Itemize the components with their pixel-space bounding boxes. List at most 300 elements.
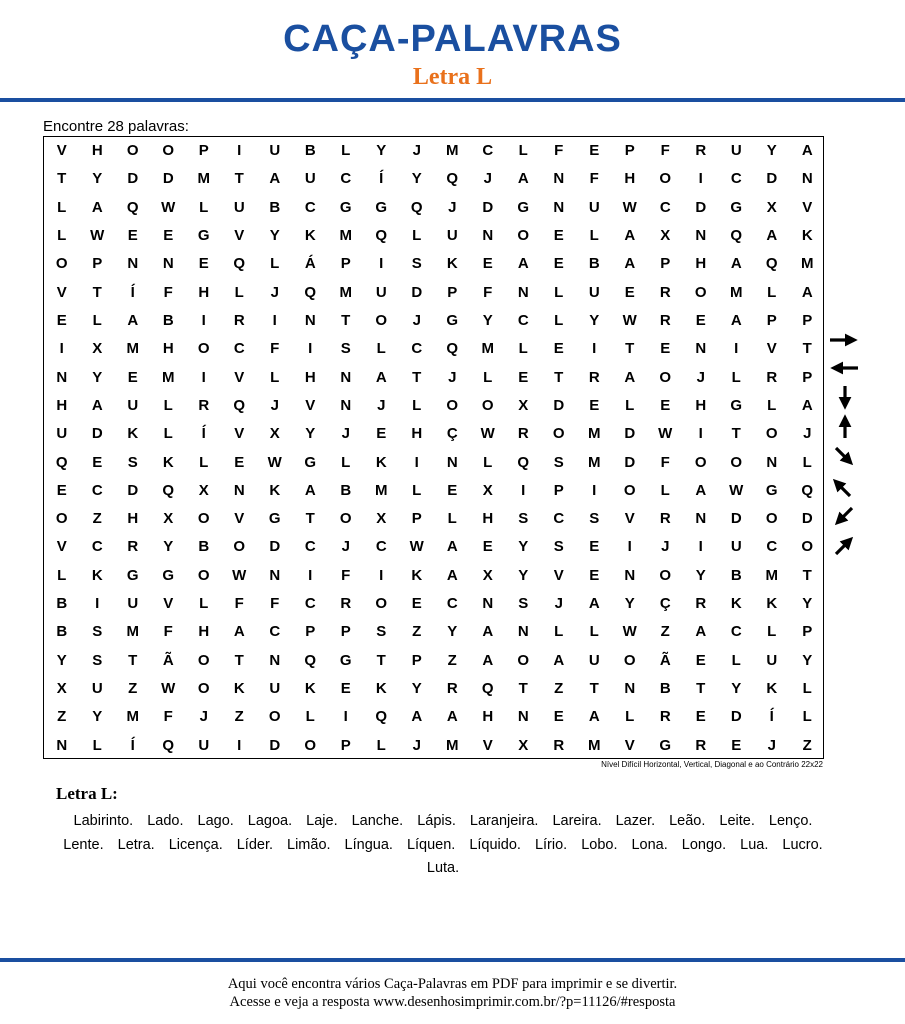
grid-cell[interactable]: O <box>765 425 778 443</box>
grid-cell[interactable]: U <box>730 538 742 556</box>
grid-cell[interactable]: O <box>197 651 210 669</box>
grid-cell[interactable]: G <box>517 198 530 216</box>
grid-cell[interactable]: E <box>482 538 493 556</box>
grid-cell[interactable]: M <box>126 708 139 726</box>
grid-cell[interactable]: L <box>376 340 386 358</box>
grid-cell[interactable]: A <box>695 481 707 499</box>
grid-cell[interactable]: O <box>375 311 388 329</box>
grid-cell[interactable]: E <box>92 453 103 471</box>
grid-cell[interactable]: C <box>517 311 529 329</box>
grid-cell[interactable]: M <box>375 481 388 499</box>
grid-cell[interactable]: N <box>801 170 813 188</box>
grid-cell[interactable]: W <box>267 453 282 471</box>
grid-cell[interactable]: O <box>197 566 210 584</box>
grid-cell[interactable]: J <box>341 538 350 556</box>
grid-cell[interactable]: E <box>198 255 209 273</box>
grid-cell[interactable]: K <box>162 453 174 471</box>
grid-cell[interactable]: T <box>92 283 102 301</box>
grid-cell[interactable]: U <box>730 142 742 159</box>
grid-cell[interactable]: X <box>766 198 777 216</box>
grid-cell[interactable]: B <box>198 538 210 556</box>
grid-cell[interactable]: D <box>801 510 813 528</box>
grid-cell[interactable]: L <box>731 651 741 669</box>
grid-cell[interactable]: C <box>340 170 352 188</box>
grid-cell[interactable]: X <box>376 510 387 528</box>
grid-cell[interactable]: N <box>127 255 139 273</box>
grid-cell[interactable]: I <box>59 340 64 358</box>
grid-cell[interactable]: Z <box>57 708 67 726</box>
grid-cell[interactable]: I <box>201 311 206 329</box>
grid-cell[interactable]: M <box>446 142 459 159</box>
grid-cell[interactable]: E <box>553 340 564 358</box>
grid-cell[interactable]: I <box>237 736 242 754</box>
grid-cell[interactable]: O <box>623 481 636 499</box>
grid-cell[interactable]: N <box>624 566 636 584</box>
grid-cell[interactable]: A <box>801 396 813 414</box>
grid-cell[interactable]: G <box>730 396 743 414</box>
grid-cell[interactable]: H <box>695 255 707 273</box>
grid-cell[interactable]: G <box>446 311 459 329</box>
grid-cell[interactable]: I <box>698 425 703 443</box>
grid-cell[interactable]: I <box>592 481 597 499</box>
grid-cell[interactable]: A <box>269 170 281 188</box>
grid-cell[interactable]: D <box>766 170 778 188</box>
grid-cell[interactable]: D <box>127 170 139 188</box>
grid-cell[interactable]: Z <box>92 510 102 528</box>
grid-cell[interactable]: M <box>126 623 139 641</box>
grid-cell[interactable]: A <box>446 708 458 726</box>
grid-cell[interactable]: J <box>696 368 705 386</box>
grid-cell[interactable]: Q <box>55 453 68 471</box>
grid-cell[interactable]: L <box>270 255 280 273</box>
grid-cell[interactable]: R <box>659 708 671 726</box>
grid-cell[interactable]: W <box>161 198 176 216</box>
grid-cell[interactable]: J <box>377 396 386 414</box>
grid-cell[interactable]: C <box>553 510 565 528</box>
grid-cell[interactable]: F <box>163 623 173 641</box>
grid-cell[interactable]: Ç <box>446 425 458 443</box>
grid-cell[interactable]: O <box>268 708 281 726</box>
grid-cell[interactable]: W <box>622 623 637 641</box>
grid-cell[interactable]: C <box>411 340 423 358</box>
grid-cell[interactable]: L <box>802 680 812 698</box>
grid-cell[interactable]: Q <box>410 198 423 216</box>
grid-cell[interactable]: A <box>482 651 494 669</box>
grid-cell[interactable]: E <box>695 311 706 329</box>
grid-cell[interactable]: Y <box>482 311 493 329</box>
grid-cell[interactable]: O <box>233 538 246 556</box>
grid-cell[interactable]: M <box>339 283 352 301</box>
grid-cell[interactable]: M <box>801 255 814 273</box>
grid-cell[interactable]: Q <box>446 340 459 358</box>
grid-cell[interactable]: C <box>659 198 671 216</box>
grid-cell[interactable]: C <box>304 198 316 216</box>
grid-cell[interactable]: W <box>622 198 637 216</box>
grid-cell[interactable]: J <box>661 538 670 556</box>
grid-cell[interactable]: P <box>802 368 813 386</box>
grid-cell[interactable]: Q <box>765 255 778 273</box>
grid-cell[interactable]: N <box>340 368 352 386</box>
grid-cell[interactable]: H <box>624 170 636 188</box>
grid-cell[interactable]: Y <box>589 311 600 329</box>
grid-cell[interactable]: E <box>127 368 138 386</box>
grid-cell[interactable]: O <box>659 566 672 584</box>
grid-cell[interactable]: V <box>766 340 777 358</box>
grid-cell[interactable]: K <box>411 566 423 584</box>
grid-cell[interactable]: O <box>339 510 352 528</box>
grid-cell[interactable]: O <box>730 453 743 471</box>
grid-cell[interactable]: D <box>730 708 742 726</box>
grid-cell[interactable]: I <box>272 311 277 329</box>
grid-cell[interactable]: V <box>482 736 493 754</box>
grid-cell[interactable]: L <box>554 283 564 301</box>
grid-cell[interactable]: L <box>270 368 280 386</box>
grid-cell[interactable]: X <box>269 425 280 443</box>
grid-cell[interactable]: Q <box>446 170 459 188</box>
grid-cell[interactable]: M <box>162 368 175 386</box>
grid-cell[interactable]: P <box>92 255 103 273</box>
grid-cell[interactable]: E <box>482 255 493 273</box>
grid-cell[interactable]: H <box>304 368 316 386</box>
grid-cell[interactable]: S <box>376 623 387 641</box>
grid-cell[interactable]: V <box>234 368 245 386</box>
grid-cell[interactable]: S <box>92 623 103 641</box>
grid-cell[interactable]: F <box>270 595 280 613</box>
grid-cell[interactable]: V <box>234 226 245 244</box>
grid-cell[interactable]: A <box>624 226 636 244</box>
grid-cell[interactable]: H <box>162 340 174 358</box>
grid-cell[interactable]: X <box>198 481 209 499</box>
grid-cell[interactable]: J <box>448 198 457 216</box>
grid-cell[interactable]: L <box>518 340 528 358</box>
grid-cell[interactable]: H <box>198 283 210 301</box>
grid-cell[interactable]: Z <box>660 623 670 641</box>
grid-cell[interactable]: E <box>695 708 706 726</box>
grid-cell[interactable]: C <box>91 481 103 499</box>
grid-cell[interactable]: Z <box>802 736 812 754</box>
grid-cell[interactable]: H <box>56 396 68 414</box>
grid-cell[interactable]: S <box>411 255 422 273</box>
grid-cell[interactable]: K <box>91 566 103 584</box>
grid-cell[interactable]: K <box>766 680 778 698</box>
grid-cell[interactable]: Y <box>802 651 813 669</box>
grid-cell[interactable]: E <box>553 226 564 244</box>
grid-cell[interactable]: N <box>517 708 529 726</box>
grid-cell[interactable]: Y <box>92 170 103 188</box>
grid-cell[interactable]: O <box>197 510 210 528</box>
grid-cell[interactable]: A <box>624 255 636 273</box>
grid-cell[interactable]: T <box>625 340 635 358</box>
grid-cell[interactable]: R <box>127 538 139 556</box>
grid-cell[interactable]: E <box>56 311 67 329</box>
grid-cell[interactable]: T <box>305 510 315 528</box>
grid-cell[interactable]: O <box>801 538 814 556</box>
grid-cell[interactable]: I <box>95 595 100 613</box>
grid-cell[interactable]: A <box>730 255 742 273</box>
grid-cell[interactable]: J <box>341 425 350 443</box>
grid-cell[interactable]: C <box>730 623 742 641</box>
grid-cell[interactable]: P <box>411 510 422 528</box>
grid-cell[interactable]: L <box>483 453 493 471</box>
grid-cell[interactable]: L <box>802 708 812 726</box>
grid-cell[interactable]: Y <box>766 142 777 159</box>
grid-cell[interactable]: E <box>518 368 529 386</box>
grid-cell[interactable]: Ã <box>162 651 174 669</box>
grid-cell[interactable]: R <box>233 311 245 329</box>
grid-cell[interactable]: L <box>341 142 351 159</box>
grid-cell[interactable]: A <box>624 368 636 386</box>
grid-cell[interactable]: K <box>375 453 387 471</box>
grid-cell[interactable]: E <box>589 396 600 414</box>
grid-cell[interactable]: U <box>588 651 600 669</box>
grid-cell[interactable]: L <box>199 595 209 613</box>
grid-cell[interactable]: K <box>766 595 778 613</box>
grid-cell[interactable]: Y <box>411 680 422 698</box>
grid-cell[interactable]: U <box>233 198 245 216</box>
grid-cell[interactable]: I <box>343 708 348 726</box>
grid-cell[interactable]: N <box>269 651 281 669</box>
grid-cell[interactable]: D <box>730 510 742 528</box>
grid-cell[interactable]: G <box>268 510 281 528</box>
grid-cell[interactable]: G <box>339 651 352 669</box>
grid-cell[interactable]: R <box>695 595 707 613</box>
grid-cell[interactable]: O <box>162 142 175 159</box>
grid-cell[interactable]: Y <box>624 595 635 613</box>
grid-cell[interactable]: K <box>127 425 139 443</box>
grid-cell[interactable]: P <box>624 142 635 159</box>
grid-cell[interactable]: I <box>379 255 384 273</box>
grid-cell[interactable]: D <box>127 481 139 499</box>
grid-cell[interactable]: A <box>695 623 707 641</box>
grid-cell[interactable]: K <box>269 481 281 499</box>
grid-cell[interactable]: T <box>128 651 138 669</box>
grid-cell[interactable]: R <box>340 595 352 613</box>
grid-cell[interactable]: E <box>589 566 600 584</box>
grid-cell[interactable]: L <box>163 425 173 443</box>
grid-cell[interactable]: Y <box>518 566 529 584</box>
grid-cell[interactable]: S <box>553 538 564 556</box>
grid-cell[interactable]: P <box>340 255 351 273</box>
grid-cell[interactable]: S <box>92 651 103 669</box>
grid-cell[interactable]: Y <box>56 651 67 669</box>
grid-cell[interactable]: C <box>482 142 494 159</box>
grid-cell[interactable]: T <box>802 566 812 584</box>
grid-cell[interactable]: X <box>92 340 103 358</box>
grid-cell[interactable]: L <box>802 453 812 471</box>
grid-cell[interactable]: P <box>340 736 351 754</box>
grid-cell[interactable]: A <box>553 651 565 669</box>
grid-cell[interactable]: N <box>482 595 494 613</box>
grid-cell[interactable]: N <box>446 453 458 471</box>
grid-cell[interactable]: P <box>802 623 813 641</box>
grid-cell[interactable]: X <box>163 510 174 528</box>
grid-cell[interactable]: R <box>198 396 210 414</box>
grid-cell[interactable]: R <box>695 142 707 159</box>
grid-cell[interactable]: J <box>412 142 421 159</box>
grid-cell[interactable]: D <box>269 736 281 754</box>
grid-cell[interactable]: B <box>56 623 68 641</box>
grid-cell[interactable]: A <box>766 226 778 244</box>
grid-cell[interactable]: V <box>624 510 635 528</box>
grid-cell[interactable]: P <box>198 142 209 159</box>
grid-cell[interactable]: D <box>91 425 103 443</box>
grid-cell[interactable]: Q <box>126 198 139 216</box>
grid-cell[interactable]: Í <box>379 170 384 188</box>
grid-cell[interactable]: B <box>56 595 68 613</box>
grid-cell[interactable]: S <box>518 510 529 528</box>
grid-cell[interactable]: O <box>197 340 210 358</box>
grid-cell[interactable]: G <box>162 566 175 584</box>
grid-cell[interactable]: L <box>341 453 351 471</box>
grid-cell[interactable]: R <box>517 425 529 443</box>
grid-cell[interactable]: E <box>234 453 245 471</box>
grid-cell[interactable]: U <box>56 425 68 443</box>
grid-cell[interactable]: Z <box>234 708 244 726</box>
grid-cell[interactable]: O <box>481 396 494 414</box>
grid-cell[interactable]: Q <box>730 226 743 244</box>
grid-cell[interactable]: L <box>660 481 670 499</box>
grid-cell[interactable]: M <box>588 425 601 443</box>
grid-cell[interactable]: D <box>695 198 707 216</box>
grid-cell[interactable]: Í <box>769 708 774 726</box>
grid-cell[interactable]: U <box>127 595 139 613</box>
grid-cell[interactable]: M <box>339 226 352 244</box>
grid-cell[interactable]: M <box>588 736 601 754</box>
grid-cell[interactable]: O <box>694 283 707 301</box>
grid-cell[interactable]: L <box>92 736 102 754</box>
grid-cell[interactable]: P <box>766 311 777 329</box>
grid-cell[interactable]: E <box>624 283 635 301</box>
grid-cell[interactable]: S <box>518 595 529 613</box>
grid-cell[interactable]: Q <box>233 396 246 414</box>
grid-cell[interactable]: Q <box>304 651 317 669</box>
grid-cell[interactable]: Q <box>162 736 175 754</box>
grid-cell[interactable]: Z <box>447 651 457 669</box>
grid-cell[interactable]: F <box>163 283 173 301</box>
grid-cell[interactable]: J <box>270 283 279 301</box>
grid-cell[interactable]: U <box>766 651 778 669</box>
grid-cell[interactable]: C <box>269 623 281 641</box>
grid-cell[interactable]: H <box>695 396 707 414</box>
grid-cell[interactable]: R <box>659 510 671 528</box>
grid-cell[interactable]: S <box>589 510 600 528</box>
grid-cell[interactable]: H <box>198 623 210 641</box>
grid-cell[interactable]: O <box>126 142 139 159</box>
grid-cell[interactable]: E <box>411 595 422 613</box>
grid-cell[interactable]: E <box>56 481 67 499</box>
grid-cell[interactable]: V <box>553 566 564 584</box>
grid-cell[interactable]: A <box>801 142 813 159</box>
grid-cell[interactable]: T <box>412 368 422 386</box>
grid-cell[interactable]: U <box>588 198 600 216</box>
grid-cell[interactable]: N <box>517 283 529 301</box>
grid-cell[interactable]: J <box>483 170 492 188</box>
grid-cell[interactable]: P <box>305 623 316 641</box>
grid-cell[interactable]: D <box>269 538 281 556</box>
grid-cell[interactable]: O <box>552 425 565 443</box>
grid-cell[interactable]: Y <box>92 708 103 726</box>
grid-cell[interactable]: I <box>592 340 597 358</box>
grid-cell[interactable]: Y <box>731 680 742 698</box>
grid-cell[interactable]: C <box>233 340 245 358</box>
grid-cell[interactable]: T <box>731 425 741 443</box>
grid-cell[interactable]: L <box>447 510 457 528</box>
grid-cell[interactable]: W <box>409 538 424 556</box>
grid-cell[interactable]: B <box>340 481 352 499</box>
grid-cell[interactable]: E <box>731 736 742 754</box>
grid-cell[interactable]: I <box>201 368 206 386</box>
grid-cell[interactable]: E <box>553 255 564 273</box>
grid-cell[interactable]: N <box>695 340 707 358</box>
grid-cell[interactable]: O <box>623 651 636 669</box>
grid-cell[interactable]: B <box>588 255 600 273</box>
grid-cell[interactable]: J <box>412 736 421 754</box>
grid-cell[interactable]: U <box>304 170 316 188</box>
grid-cell[interactable]: H <box>127 510 139 528</box>
grid-cell[interactable]: A <box>517 170 529 188</box>
grid-cell[interactable]: E <box>695 651 706 669</box>
grid-cell[interactable]: B <box>162 311 174 329</box>
grid-cell[interactable]: I <box>521 481 526 499</box>
grid-cell[interactable]: R <box>766 368 778 386</box>
grid-cell[interactable]: A <box>375 368 387 386</box>
grid-cell[interactable]: L <box>554 623 564 641</box>
grid-cell[interactable]: A <box>304 481 316 499</box>
grid-cell[interactable]: Y <box>447 623 458 641</box>
grid-cell[interactable]: U <box>588 283 600 301</box>
grid-cell[interactable]: O <box>55 255 68 273</box>
grid-cell[interactable]: C <box>730 170 742 188</box>
grid-cell[interactable]: L <box>92 311 102 329</box>
grid-cell[interactable]: A <box>91 396 103 414</box>
grid-cell[interactable]: L <box>767 623 777 641</box>
grid-cell[interactable]: I <box>237 142 242 159</box>
grid-cell[interactable]: O <box>375 595 388 613</box>
grid-cell[interactable]: A <box>801 283 813 301</box>
grid-cell[interactable]: G <box>197 226 210 244</box>
grid-cell[interactable]: W <box>480 425 495 443</box>
grid-cell[interactable]: R <box>588 368 600 386</box>
grid-cell[interactable]: M <box>588 453 601 471</box>
grid-cell[interactable]: Y <box>92 368 103 386</box>
grid-cell[interactable]: R <box>446 680 458 698</box>
grid-cell[interactable]: Z <box>128 680 138 698</box>
grid-cell[interactable]: Í <box>130 283 135 301</box>
grid-cell[interactable]: X <box>518 736 529 754</box>
grid-cell[interactable]: A <box>588 595 600 613</box>
grid-cell[interactable]: F <box>483 283 493 301</box>
grid-cell[interactable]: C <box>304 595 316 613</box>
grid-cell[interactable]: Ç <box>659 595 671 613</box>
grid-cell[interactable]: L <box>518 142 528 159</box>
grid-cell[interactable]: B <box>304 142 316 159</box>
grid-cell[interactable]: S <box>340 340 351 358</box>
grid-cell[interactable]: A <box>446 566 458 584</box>
grid-cell[interactable]: V <box>163 595 174 613</box>
grid-cell[interactable]: H <box>482 510 494 528</box>
grid-cell[interactable]: E <box>553 708 564 726</box>
grid-cell[interactable]: L <box>589 623 599 641</box>
grid-cell[interactable]: L <box>554 311 564 329</box>
grid-cell[interactable]: X <box>56 680 67 698</box>
grid-cell[interactable]: Ã <box>659 651 671 669</box>
grid-cell[interactable]: Y <box>163 538 174 556</box>
grid-cell[interactable]: P <box>660 255 671 273</box>
grid-cell[interactable]: L <box>767 283 777 301</box>
grid-cell[interactable]: F <box>270 340 280 358</box>
grid-cell[interactable]: I <box>379 566 384 584</box>
grid-cell[interactable]: N <box>695 510 707 528</box>
